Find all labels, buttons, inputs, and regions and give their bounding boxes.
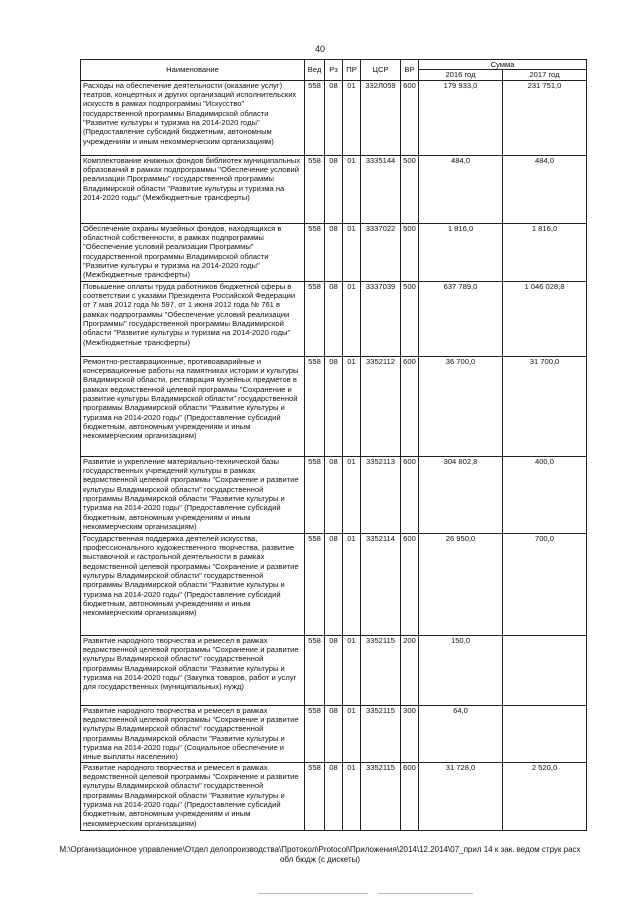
table-row bbox=[81, 155, 587, 223]
cell-ved: 558 bbox=[305, 533, 325, 635]
cell-y2017: 31 700,0 bbox=[503, 356, 587, 456]
cell-rz: 08 bbox=[325, 155, 343, 223]
cell-y2016: 36 700,0 bbox=[419, 356, 503, 456]
cell-vr: 300 bbox=[401, 705, 419, 762]
cell-ved: 558 bbox=[305, 762, 325, 830]
header-vr: ВР bbox=[401, 60, 419, 81]
table-row bbox=[81, 635, 587, 705]
cell-csr: 3352114 bbox=[361, 533, 401, 635]
cell-y2016: 304 802,8 bbox=[419, 456, 503, 533]
header-year-2017: 2017 год bbox=[503, 70, 587, 80]
cell-y2016: 31 728,0 bbox=[419, 762, 503, 830]
cell-name: Комплектование книжных фондов библиотек муниципальных образований в рамках подпрограммы "Обеспечение условий реализации Программы" государственной программы Владимирской области "Развитие культуры и туризма на 2014-2020 годы" (Межбюджетные трансферты) bbox=[81, 155, 305, 223]
cell-y2016: 150,0 bbox=[419, 635, 503, 705]
cell-ved: 558 bbox=[305, 223, 325, 281]
cell-vr: 600 bbox=[401, 533, 419, 635]
table-row bbox=[81, 80, 587, 155]
cell-y2017 bbox=[503, 635, 587, 705]
header-year-2016: 2016 год bbox=[419, 70, 503, 80]
footer-file-path: M:\Организационное управление\Отдел делопроизводства\Протокол\Protocol\Приложения\2014\12.2014\07_прил 14 к зак. ведом струк расх bbox=[59, 845, 581, 854]
cell-name: Повышение оплаты труда работников бюджетной сферы в соответствии с указами Президента Российской Федерации от 7 мая 2012 года № 597, от 1 июня 2012 года № 761 в рамках подпрограммы "Обеспечение условий реализации Программы" государственной программы Владимирской области "Развитие культуры и туризма на 2014-2020 годы" (Межбюджетные трансферты) bbox=[81, 281, 305, 356]
cell-name: Развитие народного творчества и ремесел в рамках ведомственной целевой программы "Сохранение и развитие культуры Владимирской области" государственной программы Владимирской области "Развитие культуры и туризма на 2014-2020 годы" (Предоставление субсидий бюджетным, автономным учреждениям и иным некоммерческим организациям) bbox=[81, 762, 305, 830]
cell-ved: 558 bbox=[305, 281, 325, 356]
cell-rz: 08 bbox=[325, 223, 343, 281]
bottom-rule-right bbox=[378, 893, 473, 894]
cell-ved: 558 bbox=[305, 456, 325, 533]
cell-rz: 08 bbox=[325, 533, 343, 635]
table-row bbox=[81, 762, 587, 830]
cell-name: Развитие народного творчества и ремесел в рамках ведомственной целевой программы "Сохранение и развитие культуры Владимирской области" государственной программы Владимирской области "Развитие культуры и туризма на 2014-2020 годы" (Закупка товаров, работ и услуг для государственных (муниципальных) нужд) bbox=[81, 635, 305, 705]
cell-y2016: 26 950,0 bbox=[419, 533, 503, 635]
cell-vr: 500 bbox=[401, 281, 419, 356]
cell-y2017: 1 046 028,8 bbox=[503, 281, 587, 356]
cell-vr: 600 bbox=[401, 356, 419, 456]
header-csr: ЦСР bbox=[361, 60, 401, 81]
cell-y2016: 484,0 bbox=[419, 155, 503, 223]
cell-pr: 01 bbox=[343, 705, 361, 762]
cell-rz: 08 bbox=[325, 705, 343, 762]
cell-vr: 600 bbox=[401, 456, 419, 533]
cell-pr: 01 bbox=[343, 456, 361, 533]
cell-csr: 3352115 bbox=[361, 705, 401, 762]
cell-pr: 01 bbox=[343, 635, 361, 705]
cell-rz: 08 bbox=[325, 281, 343, 356]
cell-y2017: 1 816,0 bbox=[503, 223, 587, 281]
cell-pr: 01 bbox=[343, 80, 361, 155]
cell-csr: 3352113 bbox=[361, 456, 401, 533]
cell-ved: 558 bbox=[305, 356, 325, 456]
cell-rz: 08 bbox=[325, 635, 343, 705]
cell-name: Государственная поддержка деятелей искусства, профессионального художественного творчества, развитие выставочной и гастрольной деятельности в рамках ведомственной целевой программы "Сохранение и развитие культуры Владимирской области" государственной программы Владимирской области "Развитие культуры и туризма на 2014-2020 годы" (Предоставление субсидий бюджетным, автономным учреждениям и иным некоммерческим организациям) bbox=[81, 533, 305, 635]
cell-vr: 600 bbox=[401, 80, 419, 155]
cell-pr: 01 bbox=[343, 533, 361, 635]
cell-y2017: 400,0 bbox=[503, 456, 587, 533]
cell-rz: 08 bbox=[325, 80, 343, 155]
cell-csr: 3352115 bbox=[361, 762, 401, 830]
cell-name: Ремонтно-реставрационные, противоаварийные и консервационные работы на памятниках истории и культуры Владимирской области, реставрация музейных предметов в рамках ведомственной целевой программы "Сохранение и развитие культуры Владимирской области" государственной программы Владимирской области "Развитие культуры и туризма на 2014-2020 годы" (Предоставление субсидий бюджетным, автономным учреждениям и иным некоммерческим организациям) bbox=[81, 356, 305, 456]
table-row bbox=[81, 281, 587, 356]
cell-pr: 01 bbox=[343, 155, 361, 223]
cell-pr: 01 bbox=[343, 223, 361, 281]
header-name: Наименование bbox=[81, 60, 305, 81]
table-row bbox=[81, 705, 587, 762]
cell-y2017 bbox=[503, 705, 587, 762]
bottom-rule-left bbox=[258, 893, 368, 894]
cell-pr: 01 bbox=[343, 356, 361, 456]
cell-y2017: 484,0 bbox=[503, 155, 587, 223]
cell-pr: 01 bbox=[343, 281, 361, 356]
cell-ved: 558 bbox=[305, 155, 325, 223]
table-body bbox=[81, 80, 587, 830]
header-sum: Сумма bbox=[419, 60, 587, 70]
cell-csr: 3335144 bbox=[361, 155, 401, 223]
table-row bbox=[81, 456, 587, 533]
cell-y2016: 64,0 bbox=[419, 705, 503, 762]
cell-vr: 500 bbox=[401, 223, 419, 281]
cell-csr: 3337022 bbox=[361, 223, 401, 281]
cell-csr: 332Л059 bbox=[361, 80, 401, 155]
cell-vr: 200 bbox=[401, 635, 419, 705]
table-row bbox=[81, 356, 587, 456]
table-row bbox=[81, 223, 587, 281]
header-pr: ПР bbox=[343, 60, 361, 81]
cell-csr: 3352115 bbox=[361, 635, 401, 705]
budget-table bbox=[80, 59, 587, 831]
cell-y2016: 637 789,0 bbox=[419, 281, 503, 356]
cell-y2016: 179 933,0 bbox=[419, 80, 503, 155]
header-ved: Вед bbox=[305, 60, 325, 81]
cell-y2017: 231 751,0 bbox=[503, 80, 587, 155]
cell-vr: 500 bbox=[401, 155, 419, 223]
cell-pr: 01 bbox=[343, 762, 361, 830]
cell-csr: 3352112 bbox=[361, 356, 401, 456]
header-rz: Рз bbox=[325, 60, 343, 81]
cell-name: Расходы на обеспечение деятельности (оказание услуг) театров, концертных и других организаций исполнительских искусств в рамках подпрограммы "Искусство" государственной программы Владимирской области "Развитие культуры и туризма на 2014-2020 годы" (Предоставление субсидий бюджетным, автономным учреждениям и иным некоммерческим организациям) bbox=[81, 80, 305, 155]
cell-y2017: 700,0 bbox=[503, 533, 587, 635]
cell-ved: 558 bbox=[305, 635, 325, 705]
cell-rz: 08 bbox=[325, 762, 343, 830]
footer-file-note: обл бюдж (с дискеты) bbox=[279, 855, 361, 864]
cell-csr: 3337039 bbox=[361, 281, 401, 356]
cell-y2017: 2 520,0 bbox=[503, 762, 587, 830]
cell-name: Развитие народного творчества и ремесел в рамках ведомственной целевой программы "Сохранение и развитие культуры Владимирской области" государственной программы Владимирской области "Развитие культуры и туризма на 2014-2020 годы" (Социальное обеспечение и иные выплаты населению) bbox=[81, 705, 305, 762]
cell-ved: 558 bbox=[305, 80, 325, 155]
table-row bbox=[81, 533, 587, 635]
cell-rz: 08 bbox=[325, 456, 343, 533]
cell-rz: 08 bbox=[325, 356, 343, 456]
cell-name: Обеспечение охраны музейных фондов, находящихся в областной собственности, в рамках подпрограммы "Обеспечение условий реализации Программы" государственной программы Владимирской области "Развитие культуры и туризма на 2014-2020 годы" (Межбюджетные трансферты) bbox=[81, 223, 305, 281]
cell-vr: 600 bbox=[401, 762, 419, 830]
cell-ved: 558 bbox=[305, 705, 325, 762]
cell-name: Развитие и укрепление материально-технической базы государственных учреждений культуры в рамках ведомственной целевой программы "Сохранение и развитие культуры Владимирской области" государственной программы Владимирской области "Развитие культуры и туризма на 2014-2020 годы" (Предоставление субсидий бюджетным, автономным учреждениям и иным некоммерческим организациям) bbox=[81, 456, 305, 533]
page-number: 40 bbox=[314, 44, 325, 54]
cell-y2016: 1 816,0 bbox=[419, 223, 503, 281]
